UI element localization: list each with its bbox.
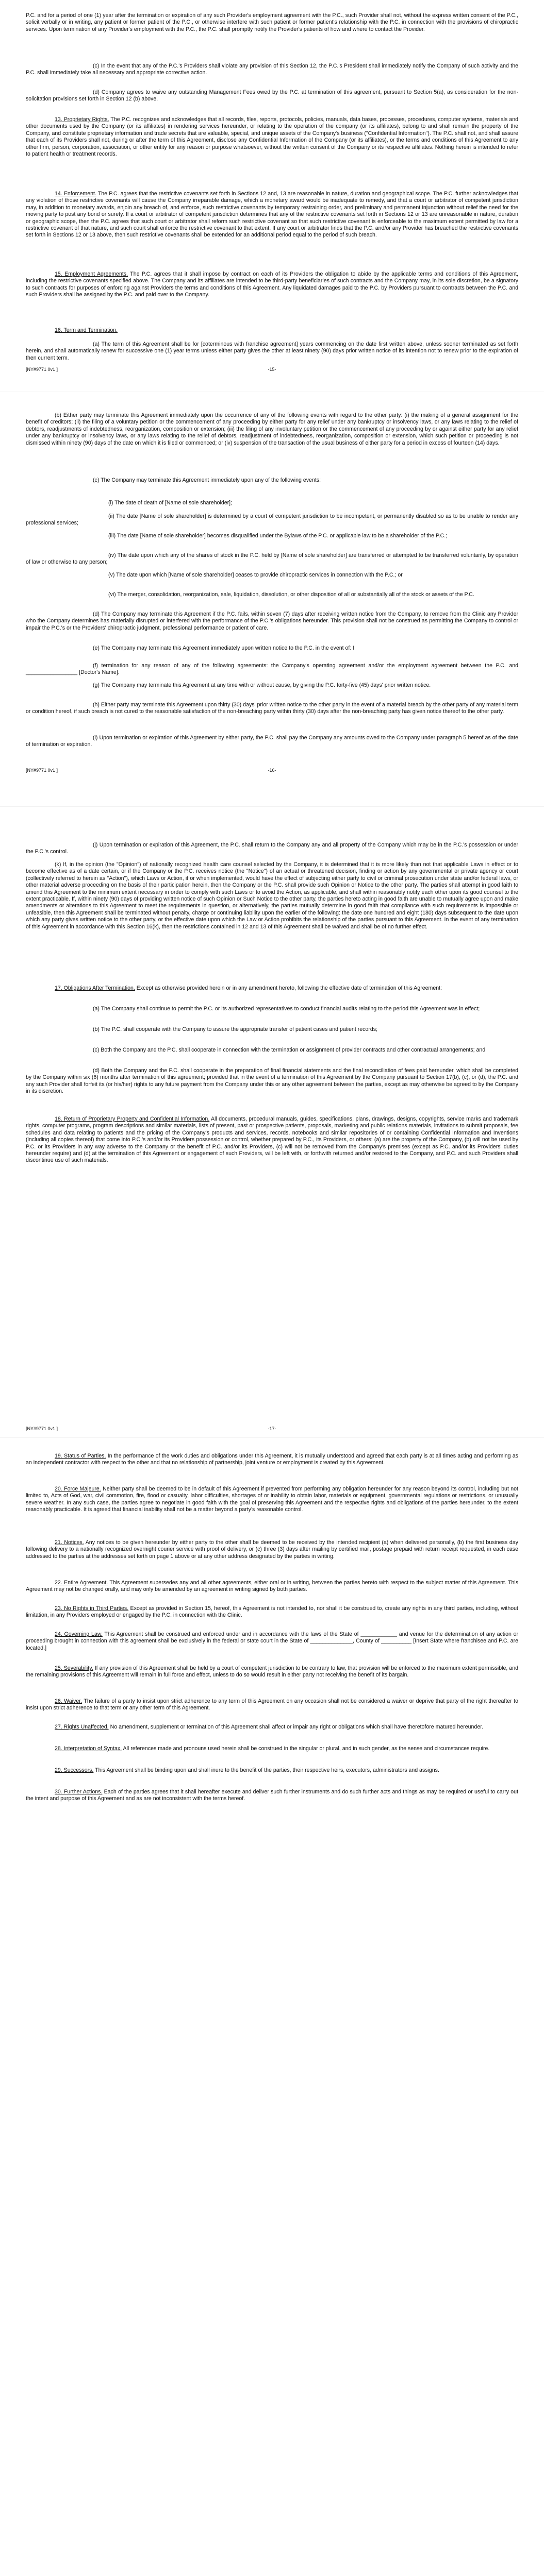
section-25 [26, 1665, 518, 1679]
section-30 [26, 1789, 518, 1803]
section-heading: 16. Term and Termination. [55, 327, 118, 333]
section-body: Except as otherwise provided herein or in any amendment hereto, following the effective date of termination of this Agreement: [135, 985, 442, 991]
section-17 [26, 985, 518, 992]
page-footer [26, 367, 518, 373]
section-16 [26, 327, 518, 334]
page-number: -15- [268, 367, 276, 372]
section-body: The failure of a party to insist upon strict adherence to any term of this Agreement on any occasion shall not be considered a waiver or deprive that party of the right thereafter to insist upon strict adherence to that term or any other term of this Agreement. [26, 1698, 518, 1711]
section-15 [26, 271, 518, 299]
section-heading: 18. Return of Proprietary Property and Confidential Information. [55, 1116, 210, 1122]
paragraph-17b: (b) The P.C. shall cooperate with the Company to assure the appropriate transfer of patient cases and patient records; [93, 1026, 377, 1032]
paragraph-12d: (d) Company agrees to waive any outstanding Management Fees owed by the P.C. at termination of this agreement, pursuant to Section 5(a), as consideration for the non-solicitation provisions set forth in Section 12 (b) above. [26, 89, 518, 103]
section-19 [26, 1453, 518, 1467]
page-footer [26, 1426, 518, 1432]
section-body: This Agreement shall be construed and enforced under and in accordance with the laws of the State of ____________ and venue for the determination of any action or proceeding brought in connection with this agreement shall be exclusively in the federal or state court in the State of ______________, County of __________ [Insert State where franchisee and P.C. are located.] [26, 1631, 518, 1651]
section-27 [26, 1724, 518, 1731]
section-22 [26, 1580, 518, 1594]
paragraph-16j: (j) Upon termination or expiration of this Agreement, the P.C. shall return to the Company any and all property of the Company which may be in the P.C.'s possession or under the P.C.'s control. [26, 842, 518, 855]
section-body: This Agreement supersedes any and all other agreements, either oral or in writing, between the parties hereto with respect to the subject matter of this Agreement. This Agreement may not be changed orally, and may only be amended by an agreement in writing signed by both parties. [26, 1580, 519, 1593]
document-page-18 [0, 1453, 544, 2576]
paragraph-17c: (c) Both the Company and the P.C. shall cooperate in connection with the termination or assignment of provider contracts and other contractual arrangements; and [93, 1047, 486, 1053]
paragraph-16i: (i) Upon termination or expiration of this Agreement by either party, the P.C. shall pay the Company any amounts owed to the Company under paragraph 5 hereof as of the date of termination or expiration. [26, 735, 518, 748]
list-item-16c-i: (i) The date of death of [Name of sole shareholder]; [108, 500, 233, 506]
section-heading: 13. Proprietary Rights. [55, 116, 109, 123]
list-item-16c-vi: (vi) The merger, consolidation, reorganization, sale, liquidation, dissolution, or other disposition of all or substantially all of the stock or assets of the P.C. [108, 591, 474, 598]
paragraph-12b-continued: P.C. and for a period of one (1) year after the termination or expiration of any such Provider's employment agreement with the P.C., such Provider shall not, without the express written consent of the P.C., solicit verbally or in writing, any patient or former patient of the P.C., or otherwise interfere with such patient or former patient's relationship with the P.C. in connection with the provisions of chiropractic services. Upon termination of any Provider's employment with the P.C., the P.C. shall promptly notify the Provider's patients of how and where to contact the Provider. [26, 12, 518, 32]
list-item-16c-ii: (ii) The date [Name of sole shareholder] is determined by a court of competent jurisdiction to be incompetent, or permanently disabled so as to be unable to render any professional services; [26, 513, 518, 527]
section-heading: 21. Notices. [55, 1539, 84, 1546]
list-item-16c-v: (v) The date upon which [Name of sole shareholder] ceases to provide chiropractic services in connection with the P.C.; or [108, 572, 403, 578]
document-reference: [NY#9771 0v1 ] [26, 768, 58, 773]
section-body: In the performance of the work duties and obligations under this Agreement, it is mutually understood and agreed that each party is at all times acting and performing as an independent contractor with respect to the other and that no relationship of partnership, joint venture or employment is created by this Agreement. [26, 1453, 518, 1466]
section-heading: 15. Employment Agreements. [55, 271, 128, 277]
section-23 [26, 1605, 518, 1619]
section-26 [26, 1698, 518, 1712]
section-body: Neither party shall be deemed to be in default of this Agreement if prevented from performing any obligation hereunder for any reason beyond its control, including but not limited to, Acts of God, war, civil commotion, fire, flood or casualty, labor difficulties, shortages of or inability to obtain labor, materials or equipment, governmental regulations or restrictions, or unusually severe weather. In any such case, the parties agree to negotiate in good faith with the goal of preserving this Agreement and the respective rights and obligations of the parties hereunder, to the extent reasonably practicable. It is agreed that financial inability shall not be a matter beyond a party's reasonable control. [26, 1486, 518, 1513]
section-body: Except as provided in Section 15, hereof, this Agreement is not intended to, nor shall it be construed to, create any rights in any third parties, including, without limitation, in any Providers employed or engaged by the P.C. in connection with the Clinic. [26, 1605, 518, 1619]
page-divider [0, 1437, 544, 1438]
paragraph-17a: (a) The Company shall continue to permit the P.C. or its authorized representatives to conduct financial audits relating to the period this Agreement was in effect; [93, 1006, 480, 1012]
section-body: All references made and pronouns used herein shall be construed in the singular or plural, and in such gender, as the sense and circumstances require. [122, 1745, 490, 1752]
paragraph-16k: (k) If, in the opinion (the "Opinion") of nationally recognized health care counsel selected by the Company, it is determined that it is more likely than not that applicable Laws in effect or to become effective as of a date certain, or if the Company or the P.C. receives notice (the "Notice") of an actual or threatened decision, finding or action by any governmental or private agency or court (collectively referred to herein as "Action"), which Laws or Action, if or when implemented, would have the effect of subjecting either party to civil or criminal prosecution under state and/or federal laws, or other material adverse proceeding on the basis of their participation herein, then the Company or the P.C. shall provide such Opinion or Notice to the other party. The parties shall attempt in good faith to amend this Agreement to the minimum extent necessary in order to comply with such Laws or to avoid the Action, as applicable, and shall within reasonably notify each other upon its good counsel to the extent practicable. If, within ninety (90) days of providing written notice of such Opinion or Such Notice to the other party, the parties hereto acting in good faith are unable to mutually agree upon and make amendments or alterations to this Agreement to meet the requirements in question, or alternatively, the parties mutually determine in good faith that compliance with such requirements is impossible or unfeasible, then this Agreement shall be terminated without penalty, charge or continuing liability upon the earlier of the following: the date one hundred and eight (180) days subsequent to the date upon which any party gives written notice to the other party, or the effective date upon which the Law or Action prohibits the relationship of the parties pursuant to this Agreement. In the event of any termination of this Agreement in accordance with this Section 16(k), then the restrictions contained in 12 and 13 of this Agreement shall be waived and shall be of no further effect. [26, 861, 518, 930]
section-24 [26, 1631, 518, 1652]
document-page-17 [0, 835, 544, 1546]
section-14 [26, 191, 518, 239]
section-heading: 14. Enforcement. [55, 191, 96, 197]
paragraph-16a: (a) The term of this Agreement shall be for [coterminous with franchise agreement] years commencing on the date first written above, unless sooner terminated as set forth herein, and shall automatically renew for successive one (1) year terms unless either party gives the other at least ninety (90) days prior written notice of its intention not to renew prior to the expiration of then current term. [26, 341, 518, 361]
section-body: If any provision of this Agreement shall be held by a court of competent jurisdiction to be contrary to law, that provision will be enforced to the maximum extent permissible, and the remaining provisions of this Agreement will remain in full force and effect, unless to do so would result in either party not receiving the benefit of its bargain. [26, 1665, 518, 1679]
section-heading: 23. No Rights in Third Parties. [55, 1605, 129, 1612]
section-body: No amendment, supplement or termination of this Agreement shall affect or impair any right or obligations which shall have theretofore matured hereunder. [108, 1724, 484, 1730]
document-reference: [NY#9771 0v1 ] [26, 1426, 58, 1431]
section-heading: 26. Waiver. [55, 1698, 83, 1704]
section-body: Each of the parties agrees that it shall hereafter execute and deliver such further instruments and do such further acts and things as may be required or useful to carry out the intent and purpose of this Agreement and as are not inconsistent with the terms hereof. [26, 1789, 519, 1802]
paragraph-17d: (d) Both the Company and the P.C. shall cooperate in the preparation of final financial statements and the final reconciliation of fees paid hereunder, which shall be completed by the Company within six (6) months after termination of this agreement; provided that in the event of a termination of this Agreement by the Company pursuant to Section 17(b), (c), or (d), the P.C. and any such Provider shall forfeit its (or his/her) rights to any future payment from the Company under this or any other agreement between the parties, except as may otherwise be agreed to by the Company in its discretion. [26, 1067, 518, 1095]
section-body: This Agreement shall be binding upon and shall inure to the benefit of the parties, their respective heirs, executors, administrators and assigns. [93, 1767, 439, 1773]
section-13 [26, 116, 518, 158]
list-item-16c-iii: (iii) The date [Name of sole shareholder] becomes disqualified under the Bylaws of the P.C. or applicable law to be a shareholder of the P.C.; [108, 533, 448, 539]
page-number: -17- [268, 1426, 276, 1431]
section-heading: 27. Rights Unaffected. [55, 1724, 109, 1730]
section-body: The P.C. agrees that the restrictive covenants set forth in Sections 12 and, 13 are reasonable in nature, duration and geographical scope. The P.C. further acknowledges that any violation of those restrictive covenants will cause the Company irreparable damage, which a monetary award would be inadequate to remedy, and that a court or arbitrator of competent jurisdiction may, in addition to monetary awards, enjoin any breach of, and enforce, such restrictive covenants by temporary restraining order, and preliminary and permanent injunction without relief the need for the moving party to post any bond or surety. If a court or arbitrator of competent jurisdiction determines that any of the restrictive covenants set forth in Sections 12 or 13 are unreasonable in nature, duration or geographic scope, then the P.C. agrees that such court or arbitrator shall reform such restrictive covenant so that such restrictive covenant is enforceable to the maximum extent permitted by law for a restrictive covenant of that nature, and such court shall enforce the restrictive covenant to that extent. If any court or arbitrator finds that the P.C. and/or any Provider has breached the restrictive covenants set forth in Sections 12 or 13 above, then such restrictive covenants shall be extended for an additional period equal to the period of such breach. [26, 191, 518, 239]
section-body: The P.C. recognizes and acknowledges that all records, files, reports, protocols, policies, manuals, data bases, processes, procedures, computer systems, materials and other documents used by the Company (or its affiliates) in rendering services hereunder, or relating to the operation of the company (or its affiliates), belong to and shall remain the property of the Company, and constitute proprietary information and trade secrets that are valuable, special, and unique assets of the Company's business ("Confidential Information"). The P.C. shall not, and shall assure that each of its Providers shall not, during or after the term of this Agreement, disclose any Confidential Information of the Company (or its affiliates), or the terms and conditions of this Agreement to any other firm, person, corporation, association, or other entity for any reason or purpose whatsoever, without the written consent of the Company or its respective affiliates. Nothing herein is intended to refer to patient health or treatment records. [26, 116, 519, 158]
section-body: The P.C. agrees that it shall impose by contract on each of its Providers the obligation to abide by the applicable terms and conditions of this Agreement, including the restrictive covenants specified above. The Company and its affiliates are intended to be third-party beneficiaries of such contracts and the Company may, in its sole discretion, be a signatory to such contracts for purposes of enforcing against Providers the terms and conditions of this Agreement. Any liquidated damages paid to the P.C. by Providers pursuant to contracts between the P.C. and such Providers shall be assigned by the P.C. and paid over to the Company. [26, 271, 519, 298]
section-heading: 28. Interpretation of Syntax. [55, 1745, 122, 1752]
paragraph-16c: (c) The Company may terminate this Agreement immediately upon any of the following events: [93, 477, 321, 483]
paragraph-16b: (b) Either party may terminate this Agreement immediately upon the occurrence of any of the following events with regard to the other party: (i) the making of a general assignment for the benefit of creditors; (ii) the filing of a voluntary petition or the commencement of any proceeding by either party for any relief under any bankruptcy or insolvency laws, or any laws relating to the relief of debtors, readjustments of indebtedness, reorganization, composition or extension; (iii) the filing of any involuntary petition or the commencement of any proceeding by or against either party for any relief under any bankruptcy or insolvency laws, or any laws relating to the relief of debtors, readjustment of indebtedness, reorganization, composition or extension, which such petition or proceeding is not dismissed within ninety (90) days of the date on which it is filed or commenced; or (iv) suspension of the transaction of the usual business of either party for a period in excess of fourteen (14) days. [26, 412, 518, 446]
paragraph-16g: (g) The Company may terminate this Agreement at any time with or without cause, by giving the P.C. forty-five (45) days' prior written notice. [93, 682, 431, 688]
section-body: All documents, procedural manuals, guides, specifications, plans, drawings, designs, copyrights, service marks and trademark rights, computer programs, program descriptions and similar materials, lists of present, past or prospective patients, proposals, marketing and public relations materials, invitations to submit proposals, fee schedules and data relating to patients and the pricing of the Company's products and services, records, notebooks and similar repositories of or containing Confidential Information and Inventions (including all copies thereof) that come into P.C.'s and/or its Providers possession or control, whether prepared by P.C., its Providers, or others: (a) are the property of the Company, (b) will not be used by P.C. or its Providers in any way adverse to the Company or the benefit of P.C. and/or its Providers, (c) will not be removed from the Company's premises (except as P.C. and/or its Providers' duties hereunder require) and (d) at the termination of this Agreement or engagement of such Providers, will be left with, or forthwith returned and/or restored to the Company, and P.C. and such Providers shall discontinue use of such materials. [26, 1116, 518, 1164]
document-reference: [NY#9771 0v1 ] [26, 367, 58, 372]
section-body: Any notices to be given hereunder by either party to the other shall be deemed to be received by the intended recipient (a) when delivered personally, (b) the first business day following delivery to a nationally recognized overnight courier service with proof of delivery, or (c) three (3) days after mailing by certified mail, postage prepaid with return receipt requested, in each case addressed to the parties at the addresses set forth on page 1 above or at any other address designated by the parties in writing. [26, 1539, 518, 1560]
paragraph-12c: (c) In the event that any of the P.C.'s Providers shall violate any provision of this Section 12, the P.C.'s President shall immediately notify the Company of such activity and the P.C. shall immediately take all necessary and appropriate corrective action. [26, 63, 518, 76]
paragraph-16f: (f) termination for any reason of any of the following agreements: the Company's operating agreement and/or the employment agreement between the P.C. and _________________ [Doctor's Name]. [26, 663, 518, 676]
section-28 [26, 1745, 518, 1752]
paragraph-16h: (h) Either party may terminate this Agreement upon thirty (30) days' prior written notice to the other party in the event of a material breach by the other party of any material term or condition hereof, if such breach is not cured to the reasonable satisfaction of the non-breaching party within thirty (30) days after the non-breaching party has given notice thereof to the other party. [26, 702, 518, 715]
section-heading: 24. Governing Law. [55, 1631, 103, 1637]
section-heading: 17. Obligations After Termination. [55, 985, 135, 991]
section-heading: 30. Further Actions. [55, 1789, 103, 1795]
page-divider [0, 806, 544, 807]
section-heading: 22. Entire Agreement. [55, 1580, 108, 1586]
section-29 [26, 1767, 518, 1774]
section-21 [26, 1539, 518, 1560]
page-number: -16- [268, 768, 276, 773]
section-heading: 29. Successors. [55, 1767, 94, 1773]
section-20 [26, 1486, 518, 1514]
paragraph-16d: (d) The Company may terminate this Agreement if the P.C. fails, within seven (7) days after receiving written notice from the Company, to remove from the Clinic any Provider who the Company determines has materially disrupted or interfered with the performance of the P.C.'s obligations hereunder. This provision shall not be construed as permitting the Company to control or impair the P.C.'s or the Providers' chiropractic judgment, professional performance or patient of care. [26, 611, 518, 631]
section-heading: 25. Severability. [55, 1665, 93, 1671]
list-item-16c-iv: (iv) The date upon which any of the shares of stock in the P.C. held by [Name of sole shareholder] are transferred or attempted to be transferred voluntarily, by operation of law or otherwise to any person; [26, 552, 518, 566]
section-heading: 19. Status of Parties. [55, 1453, 106, 1459]
page-footer [26, 768, 518, 774]
paragraph-16e: (e) The Company may terminate this Agreement immediately upon written notice to the P.C. in the event of: I [93, 645, 355, 651]
section-18 [26, 1116, 518, 1164]
section-heading: 20. Force Majeure. [55, 1486, 101, 1492]
